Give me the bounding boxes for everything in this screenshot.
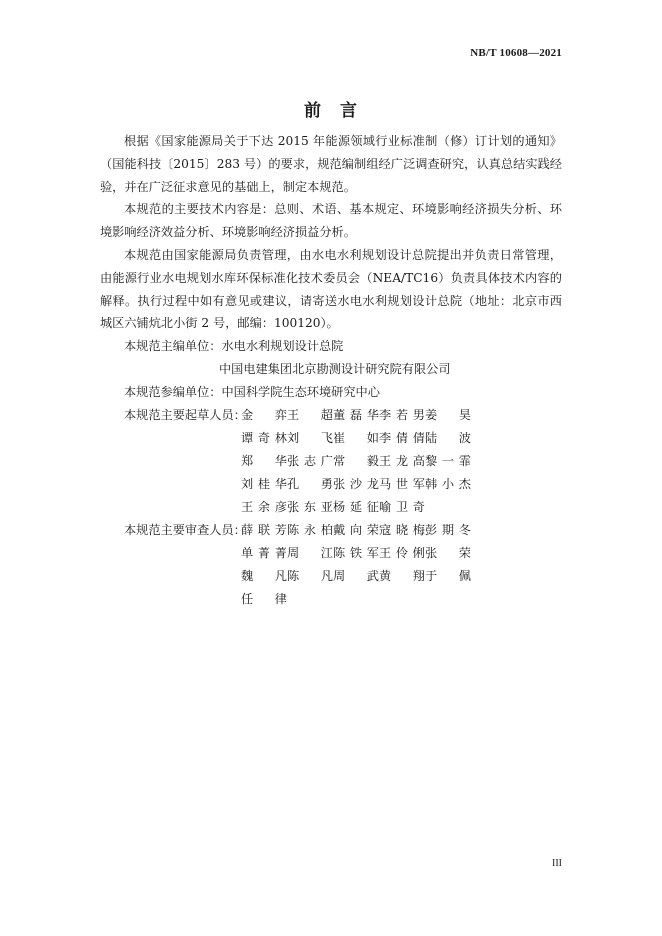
reviewer-name: 陈永柏 <box>287 523 333 537</box>
drafter-name: 李倩倩 <box>379 431 425 445</box>
drafters-row-1 <box>241 404 471 427</box>
drafter-name: 陆 波 <box>425 431 471 445</box>
reviewer-name: 单菁菁 <box>241 546 287 560</box>
participant-label: 本规范参编单位： <box>124 385 222 399</box>
page-title <box>0 96 662 121</box>
title-char-1: 前 <box>304 101 322 121</box>
drafters-row-2 <box>241 427 471 450</box>
page-number: III <box>552 858 562 869</box>
reviewers-row-3 <box>241 565 471 588</box>
drafter-name: 张东亚 <box>287 500 333 514</box>
paragraph-basis: 根据《国家能源局关于下达 2015 年能源领域行业标准制（修）订计划的通知》（国能科技〔2015〕283 号）的要求，规范编制组经广泛调查研究，认真总结实践经验，并在广泛征求意见的基础上，制定本规范。 <box>100 134 562 194</box>
header-standard-code: NB/T 10608—2021 <box>470 47 562 59</box>
reviewer-name: 寇晓梅 <box>379 523 425 537</box>
reviewer-name: 王伶俐 <box>379 546 425 560</box>
drafter-name: 黎一霏 <box>425 454 471 468</box>
drafter-name: 张志广 <box>287 454 333 468</box>
reviewer-name: 周 武 <box>333 569 379 583</box>
reviewers-label: 本规范主要审查人员： <box>124 523 246 537</box>
reviewer-name: 任 律 <box>241 592 287 606</box>
drafter-name: 刘桂华 <box>241 477 287 491</box>
drafter-name: 刘 飞 <box>287 431 333 445</box>
drafter-name: 杨延征 <box>333 500 379 514</box>
participant-row <box>124 381 380 404</box>
drafters-label: 本规范主要起草人员： <box>124 408 246 422</box>
title-char-2: 言 <box>340 101 358 121</box>
drafter-name: 马世军 <box>379 477 425 491</box>
drafter-name: 金 弈 <box>241 408 287 422</box>
reviewer-name: 陈铁军 <box>333 546 379 560</box>
participant-unit-1: 中国科学院生态环境研究中心 <box>221 385 380 399</box>
drafter-name: 孔 勇 <box>287 477 333 491</box>
drafter-name: 李若男 <box>379 408 425 422</box>
drafter-name: 韩小杰 <box>425 477 471 491</box>
reviewer-name: 黄 翔 <box>379 569 425 583</box>
reviewer-name: 彭期冬 <box>425 523 471 537</box>
chief-editor-unit-1: 水电水利规划设计总院 <box>221 339 344 353</box>
drafter-name: 郑 华 <box>241 454 287 468</box>
drafter-name: 喻卫奇 <box>379 500 425 514</box>
reviewer-name: 于 佩 <box>425 569 471 583</box>
drafter-name: 王 超 <box>287 408 333 422</box>
drafter-name: 王龙高 <box>379 454 425 468</box>
reviewer-name: 戴向荣 <box>333 523 379 537</box>
drafter-name: 姜 昊 <box>425 408 471 422</box>
chief-editor-unit-2: 中国电建集团北京勘测设计研究院有限公司 <box>219 362 451 376</box>
reviewer-name: 薛联芳 <box>241 523 287 537</box>
drafters-row-5 <box>241 496 425 519</box>
drafter-name: 崔 如 <box>333 431 379 445</box>
reviewers-row-4 <box>241 588 287 611</box>
drafter-name: 常 毅 <box>333 454 379 468</box>
chief-editor-label: 本规范主编单位： <box>124 339 222 353</box>
reviewers-row-1 <box>241 519 471 542</box>
drafters-row-4 <box>241 473 471 496</box>
reviewer-name: 魏 凡 <box>241 569 287 583</box>
paragraph-management: 本规范由国家能源局负责管理，由水电水利规划设计总院提出并负责日常管理，由能源行业水电规划水库环保标准化技术委员会（NEA/TC16）负责具体技术内容的解释。执行过程中如有意见或建议，请寄送水电水利规划设计总院（地址：北京市西城区六铺炕北小街 2 号，邮编：100120）。 <box>100 248 562 331</box>
reviewers-row-2 <box>241 542 471 565</box>
drafter-name: 谭奇林 <box>241 431 287 445</box>
drafter-name: 王余彦 <box>241 500 287 514</box>
reviewer-name: 张 荣 <box>425 546 471 560</box>
drafters-row-3 <box>241 450 471 473</box>
drafter-name: 董磊华 <box>333 408 379 422</box>
reviewer-name: 陈 凡 <box>287 569 333 583</box>
paragraph-content: 本规范的主要技术内容是：总则、术语、基本规定、环境影响经济损失分析、环境影响经济效益分析、环境影响经济损益分析。 <box>100 202 562 239</box>
reviewer-name: 周 江 <box>287 546 333 560</box>
drafter-name: 张沙龙 <box>333 477 379 491</box>
chief-editor-row <box>124 335 343 358</box>
